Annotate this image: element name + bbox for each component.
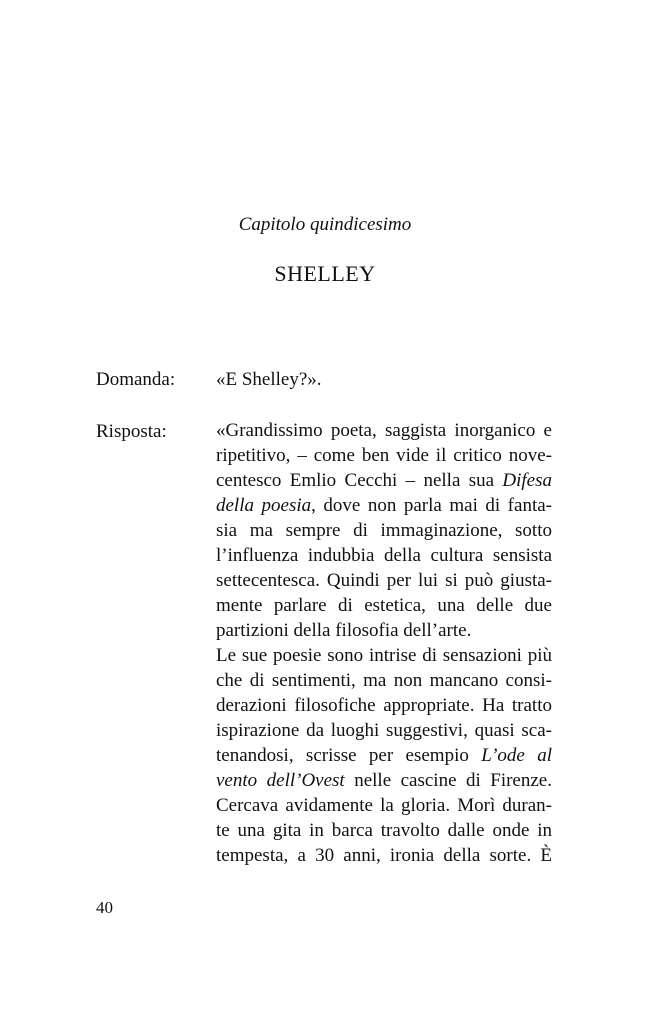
answer-line: Le sue poesie sono intrise di sensazioni più: [216, 645, 552, 666]
chapter-label: Capitolo quindicesimo: [238, 214, 412, 235]
answer-line: che di sentimenti, ma non mancano consi-: [216, 670, 552, 691]
answer-line-text: tenandosi, scrisse per esempio: [216, 745, 482, 766]
answer-line: sia ma sempre di immaginazione, sotto: [216, 520, 552, 541]
answer-line-text: nelle cascine di Firenze.: [344, 770, 552, 791]
poem-title-italic: L’ode al: [481, 745, 552, 766]
answer-line: l’influenza indubbia della cultura sensista: [216, 545, 552, 566]
answer-line: ripetitivo, – come ben vide il critico nove-: [216, 445, 552, 466]
answer-line: partizioni della filosofia dell’arte.: [216, 620, 472, 641]
answer-speaker: Risposta:: [96, 421, 167, 442]
answer-line-text: centesco Emlio Cecchi – nella sua: [216, 470, 503, 491]
answer-line: [216, 743, 552, 768]
answer-line: [216, 493, 552, 518]
answer-line: ispirazione da luoghi suggestivi, quasi sca-: [216, 720, 552, 741]
answer-line: mente parlare di estetica, una delle due: [216, 595, 552, 616]
chapter-title: SHELLEY: [274, 261, 376, 286]
book-title-italic: Difesa: [502, 470, 552, 491]
question-text: «E Shelley?».: [216, 369, 322, 390]
answer-line: «Grandissimo poeta, saggista inorganico e: [216, 420, 552, 441]
page-number: 40: [96, 898, 113, 917]
answer-line: settecentesca. Quindi per lui si può giusta-: [216, 570, 552, 591]
answer-line: derazioni filosofiche appropriate. Ha tratto: [216, 695, 552, 716]
poem-title-italic: vento dell’Ovest: [216, 770, 345, 791]
answer-line: te una gita in barca travolto dalle onde in: [216, 820, 552, 841]
answer-line: tempesta, a 30 anni, ironia della sorte. È: [216, 845, 552, 866]
answer-line-text: , dove non parla mai di fanta-: [311, 495, 552, 516]
answer-line: [216, 768, 552, 793]
answer-line: [216, 468, 552, 493]
book-title-italic: della poesia: [216, 495, 312, 516]
answer-text: [216, 418, 552, 868]
question-speaker: Domanda:: [96, 369, 176, 390]
answer-line: Cercava avidamente la gloria. Morì duran-: [216, 795, 552, 816]
